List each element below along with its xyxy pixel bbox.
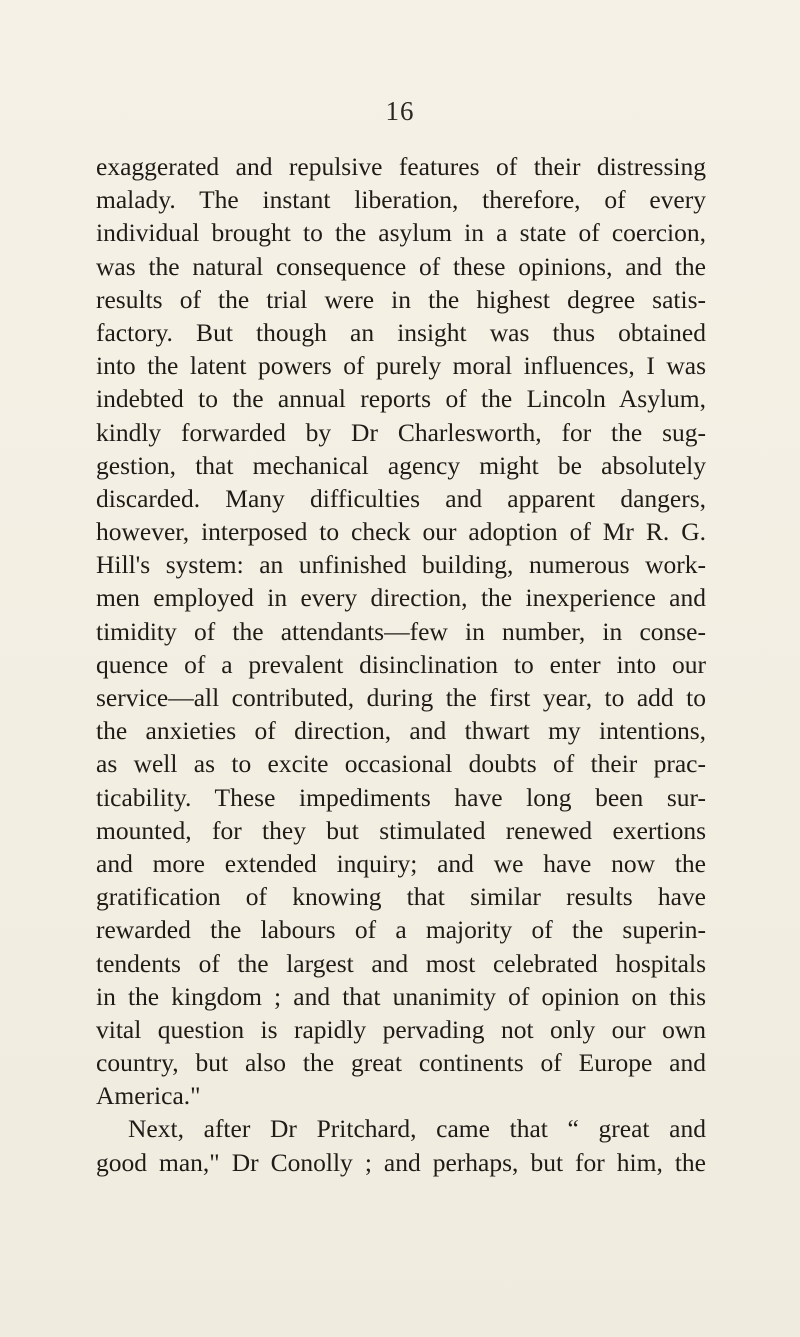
- text-line: into the latent powers of purely moral influences, I was: [96, 351, 706, 381]
- text-line: rewarded the labours of a majority of the superin-: [96, 915, 706, 945]
- text-line: America.": [96, 1081, 201, 1111]
- text-line: ticability. These impediments have long been sur-: [96, 782, 706, 812]
- text-line: was the natural consequence of these opinions, and the: [96, 251, 706, 281]
- text-line: discarded. Many difficulties and apparent dangers,: [96, 483, 706, 513]
- text-line: service—all contributed, during the first year, to add to: [96, 683, 706, 712]
- text-line: the anxieties of direction, and thwart my intentions,: [96, 716, 706, 746]
- text-line: indebted to the annual reports of the Lincoln Asylum,: [96, 384, 706, 414]
- text-line: vital question is rapidly pervading not only our own: [96, 1014, 706, 1044]
- text-line: results of the trial were in the highest degree satis-: [96, 284, 706, 314]
- text-line: exaggerated and repulsive features of their distressing: [96, 152, 706, 181]
- text-line: mounted, for they but stimulated renewed exertions: [96, 815, 706, 845]
- text-line: as well as to excite occasional doubts of their prac-: [96, 749, 706, 779]
- text-line: and more extended inquiry; and we have now the: [96, 848, 706, 878]
- text-line: men employed in every direction, the inexperience and: [96, 583, 706, 613]
- text-line: tendents of the largest and most celebrated hospitals: [96, 948, 706, 978]
- page-number: 16: [385, 96, 415, 126]
- text-line: country, but also the great continents of Europe and: [96, 1048, 706, 1078]
- text-line: however, interposed to check our adoption of Mr R. G.: [96, 517, 706, 547]
- text-line: individual brought to the asylum in a state of coercion,: [96, 218, 706, 248]
- text-line: factory. But though an insight was thus obtained: [96, 317, 706, 347]
- text-line: Next, after Dr Pritchard, came that “ great and: [128, 1114, 706, 1144]
- text-line: gestion, that mechanical agency might be absolutely: [96, 450, 706, 480]
- text-line: good man," Dr Conolly ; and perhaps, but for him, the: [96, 1147, 706, 1177]
- text-line: Hill's system: an unfinished building, numerous work-: [96, 550, 706, 580]
- body-text: [96, 150, 706, 1179]
- text-line: gratification of knowing that similar results have: [96, 882, 706, 912]
- text-line: timidity of the attendants—few in number, in conse-: [96, 616, 706, 646]
- text-line: kindly forwarded by Dr Charlesworth, for the sug-: [96, 417, 706, 447]
- text-line: quence of a prevalent disinclination to enter into our: [96, 649, 706, 679]
- text-line: in the kingdom ; and that unanimity of opinion on this: [96, 981, 706, 1011]
- text-line: malady. The instant liberation, therefore, of every: [96, 185, 706, 215]
